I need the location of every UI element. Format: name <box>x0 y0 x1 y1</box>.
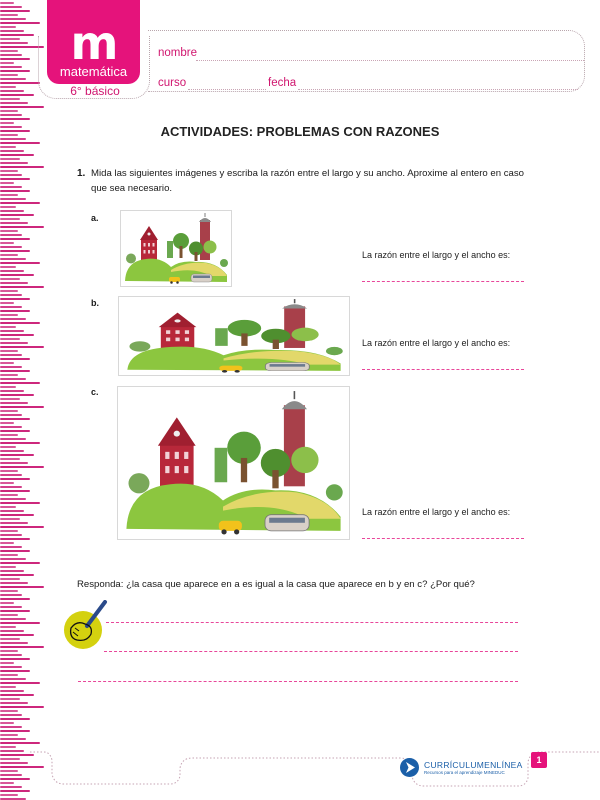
name-field[interactable] <box>196 60 584 61</box>
name-label: nombre <box>158 47 197 59</box>
question-text: Mida las siguientes imágenes y escriba la razón entre el largo y su ancho. Aproxime al entero en caso que sea necesario. <box>91 168 525 194</box>
brand-name: CURRÍCULUMENLÍNEA <box>424 760 523 770</box>
writing-hand-icon <box>63 600 109 650</box>
town-image-c <box>117 386 350 540</box>
subject-logo <box>47 0 140 84</box>
answer-line-c[interactable] <box>362 538 524 539</box>
town-image-b <box>118 296 350 376</box>
item-a-label: a. <box>91 213 99 223</box>
page-number-badge: 1 <box>531 752 547 768</box>
student-fields-frame <box>148 30 585 92</box>
decorative-edge-ticks <box>0 0 44 800</box>
subject-letter: m <box>70 16 117 70</box>
date-label: fecha <box>268 77 297 89</box>
response-prompt: Responda: ¿la casa que aparece en a es igual a la casa que aparece en b y en c? ¿Por qué? <box>77 579 475 590</box>
response-line-2[interactable] <box>104 651 518 652</box>
subject-name: matemática <box>59 64 128 79</box>
ratio-label-c: La razón entre el largo y el ancho es: <box>362 507 511 517</box>
course-label: curso <box>158 77 187 89</box>
footer-frame <box>30 740 600 800</box>
course-field[interactable] <box>188 89 266 90</box>
brand-tagline: Recursos para el aprendizaje MINEDUC <box>424 770 505 775</box>
response-line-3[interactable] <box>78 681 518 682</box>
item-b-label: b. <box>91 298 99 308</box>
grade-label: 6° básico <box>70 84 120 98</box>
ratio-label-b: La razón entre el largo y el ancho es: <box>362 338 511 348</box>
response-line-1[interactable] <box>106 622 518 623</box>
question-number: 1. <box>77 168 86 179</box>
answer-line-a[interactable] <box>362 281 524 282</box>
item-c-label: c. <box>91 387 99 397</box>
page-title: ACTIVIDADES: PROBLEMAS CON RAZONES <box>160 124 440 139</box>
date-field[interactable] <box>298 89 578 90</box>
ratio-label-a: La razón entre el largo y el ancho es: <box>362 250 511 260</box>
answer-line-b[interactable] <box>362 369 524 370</box>
town-image-a <box>120 210 232 287</box>
play-arrow-icon <box>400 758 419 777</box>
